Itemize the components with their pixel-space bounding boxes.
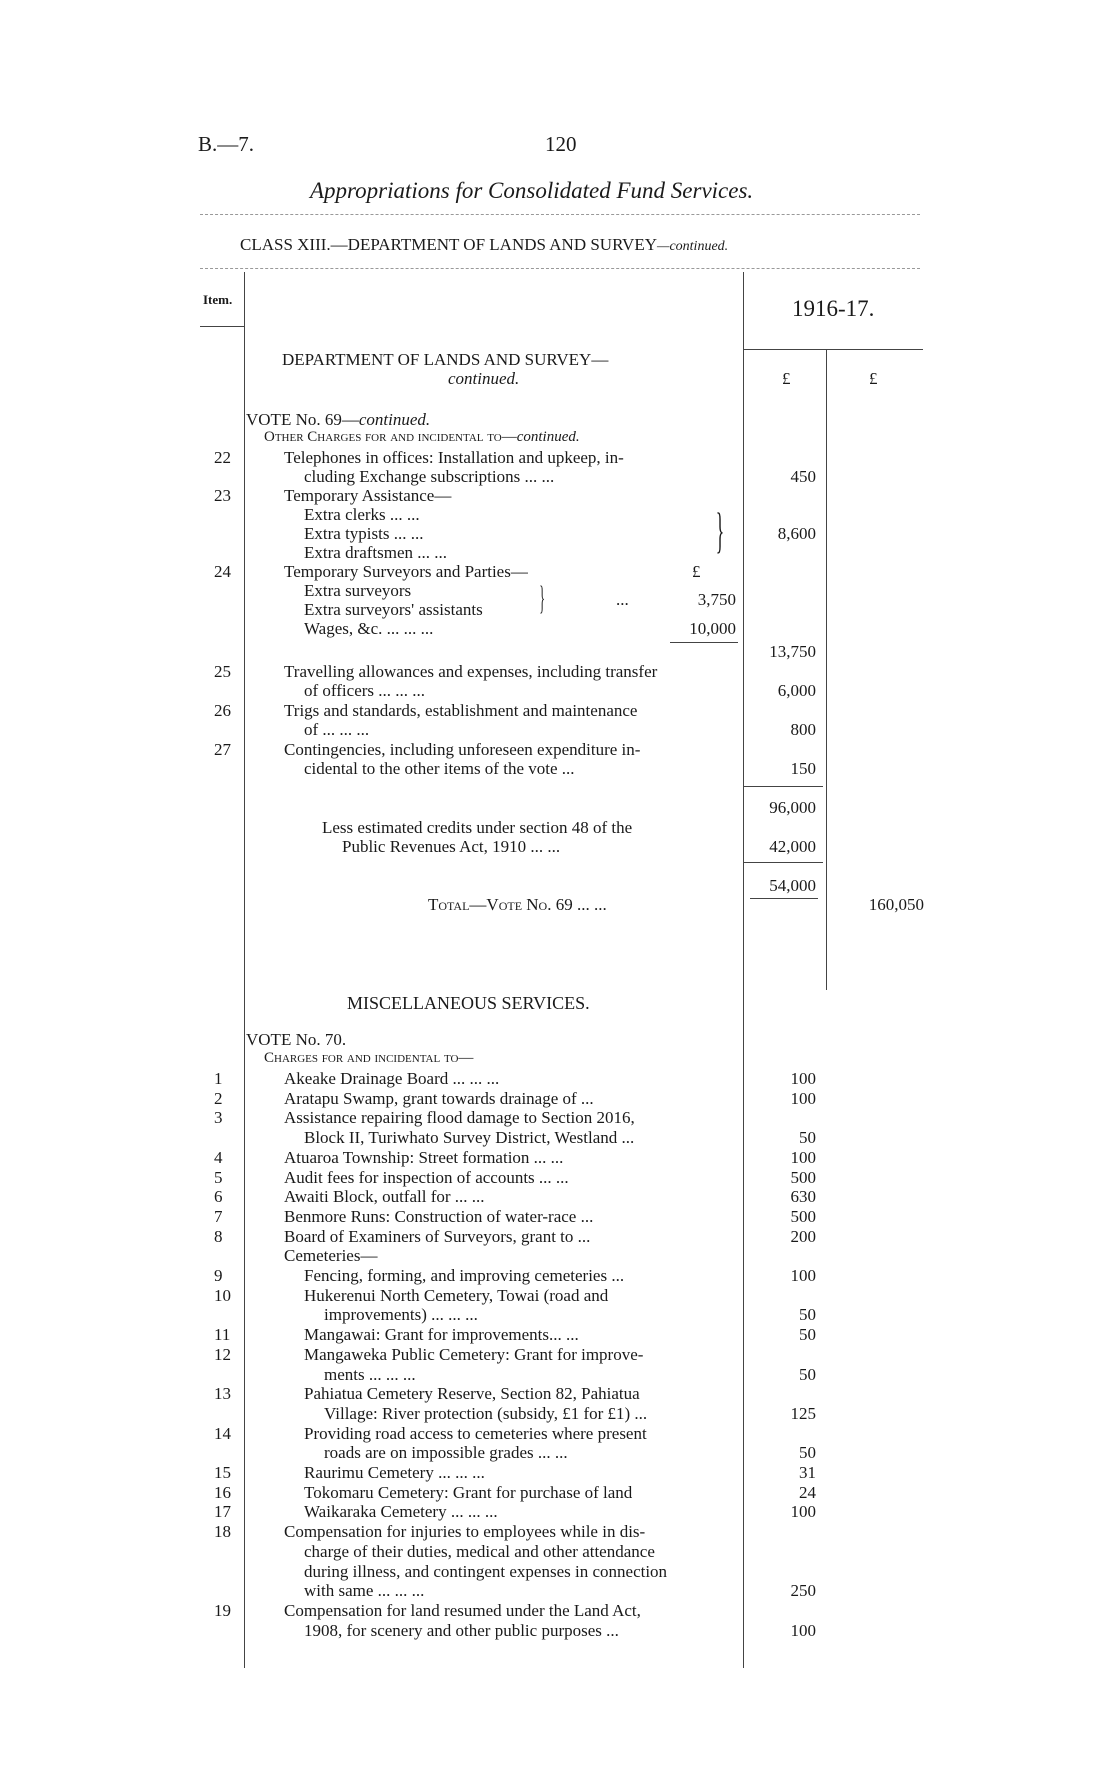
amount: 100 (790, 1069, 816, 1088)
currency-col2: £ (869, 369, 878, 388)
item-number: 24 (214, 562, 231, 581)
net-rule (743, 862, 823, 863)
item-number: 11 (214, 1325, 231, 1345)
amount: 31 (799, 1463, 816, 1482)
item-header: Item. (203, 292, 233, 307)
amount: 150 (790, 759, 816, 778)
row-text: Contingencies, including unforeseen expenditure in- (284, 740, 641, 759)
amount: 50 (799, 1325, 816, 1345)
amount: 100 (790, 1620, 816, 1640)
section-title-cont: continued. (448, 369, 520, 388)
row-text: Benmore Runs: Construction of water-race ... (284, 1206, 594, 1226)
amount: 500 (790, 1206, 816, 1226)
row-text: Aratapu Swamp, grant towards drainage of ... (284, 1088, 594, 1108)
row-text: Raurimu Cemetery ... ... ... (304, 1463, 485, 1482)
item-number: 6 (214, 1187, 223, 1207)
item-number: 26 (214, 701, 231, 720)
row-text: Hukerenui North Cemetery, Towai (road and (304, 1285, 609, 1305)
vote-heading: VOTE No. 69—continued. (246, 410, 431, 429)
row-text: charge of their duties, medical and other attendance (304, 1541, 655, 1561)
row-text: Audit fees for inspection of accounts ... ... (284, 1167, 569, 1187)
row-text: Extra typists ... ... (304, 524, 424, 543)
row-text: roads are on impossible grades ... ... (324, 1443, 568, 1463)
item-number: 1 (214, 1069, 223, 1088)
item-number: 25 (214, 662, 231, 681)
item-number: 16 (214, 1482, 231, 1502)
amount: 50 (799, 1128, 816, 1148)
amount: 50 (799, 1305, 816, 1325)
rule (200, 214, 920, 215)
item-number: 8 (214, 1226, 223, 1246)
rule (200, 268, 920, 269)
less-line: Public Revenues Act, 1910 ... ... (342, 837, 561, 856)
amount: 250 (790, 1581, 816, 1601)
row-text: Block II, Turiwhato Survey District, Westland ... (304, 1128, 635, 1148)
row-text: Providing road access to cemeteries where present (304, 1423, 647, 1443)
row-text: Extra draftsmen ... ... (304, 543, 448, 562)
item-number: 18 (214, 1522, 231, 1542)
item-number: 19 (214, 1600, 231, 1620)
amount-column-rule (743, 272, 744, 1668)
row-text: Travelling allowances and expenses, including transfer (284, 662, 658, 681)
row-text: Compensation for land resumed under the Land Act, (284, 1600, 641, 1620)
row-text: Extra surveyors' assistants (304, 600, 483, 619)
row-text: ments ... ... ... (324, 1364, 416, 1384)
item-number: 13 (214, 1384, 231, 1404)
amount: 200 (790, 1226, 816, 1246)
less-amount: 42,000 (769, 837, 816, 856)
amount: 24 (799, 1482, 816, 1502)
total-amount: 160,050 (868, 895, 924, 914)
item-number: 15 (214, 1463, 231, 1482)
amount: 125 (790, 1403, 816, 1423)
row-text: Akeake Drainage Board ... ... ... (284, 1069, 500, 1088)
class-heading: CLASS XIII.—DEPARTMENT OF LANDS AND SURVEY—continued. (240, 235, 729, 254)
item-number: 3 (214, 1108, 223, 1128)
row-text: cluding Exchange subscriptions ... ... (304, 467, 555, 486)
item-number: 27 (214, 740, 231, 759)
row-text: cidental to the other items of the vote ... (304, 759, 575, 778)
row-text: Awaiti Block, outfall for ... ... (284, 1187, 485, 1207)
row-text: Compensation for injuries to employees while in dis- (284, 1522, 646, 1542)
vote-heading: VOTE No. 70. (246, 1030, 347, 1049)
amount: 100 (790, 1266, 816, 1285)
section-title: MISCELLANEOUS SERVICES. (347, 993, 590, 1013)
row-text: 1908, for scenery and other public purposes ... (304, 1620, 619, 1640)
row-text: Extra clerks ... ... (304, 505, 420, 524)
amount: 500 (790, 1167, 816, 1187)
row-text: Atuaroa Township: Street formation ... ... (284, 1147, 564, 1167)
sum-rule (670, 642, 738, 643)
row-text: of ... ... ... (304, 720, 370, 739)
item-number: 4 (214, 1147, 223, 1167)
amount: 630 (790, 1187, 816, 1207)
sub-heading: Charges for and incidental to— (264, 1050, 474, 1066)
total-column-rule (826, 350, 827, 990)
row-text: Wages, &c. ... ... ... (304, 619, 434, 638)
item-number: 10 (214, 1285, 231, 1305)
row-text: improvements) ... ... ... (324, 1305, 478, 1325)
item-number: 12 (214, 1344, 231, 1364)
total-label: Total—Vote No. 69 ... ... (428, 895, 607, 914)
leader-dots: ... (616, 590, 629, 609)
item-number: 5 (214, 1167, 223, 1187)
less-line: Less estimated credits under section 48 of the (322, 818, 633, 837)
row-text: Mangaweka Public Cemetery: Grant for improve- (304, 1344, 644, 1364)
row-text: Fencing, forming, and improving cemeteries ... (304, 1266, 625, 1285)
amount: 50 (799, 1443, 816, 1463)
sub-amount: 3,750 (697, 590, 736, 609)
amount: 6,000 (777, 681, 816, 700)
item-number: 7 (214, 1206, 223, 1226)
row-text: during illness, and contingent expenses in connection (304, 1561, 668, 1581)
row-text: Temporary Assistance— (284, 486, 452, 505)
row-text: Pahiatua Cemetery Reserve, Section 82, Pahiatua (304, 1384, 640, 1404)
item-header-rule (200, 326, 244, 327)
amount: 450 (790, 467, 816, 486)
row-text: Assistance repairing flood damage to Section 2016, (284, 1108, 635, 1128)
row-text: Village: River protection (subsidy, £1 for £1) ... (324, 1403, 648, 1423)
row-text: Temporary Surveyors and Parties— (284, 562, 528, 581)
row-text: Trigs and standards, establishment and maintenance (284, 701, 638, 720)
brace: } (539, 580, 546, 617)
amount: 800 (790, 720, 816, 739)
item-column-rule (244, 272, 245, 1668)
row-text: Tokomaru Cemetery: Grant for purchase of land (304, 1482, 633, 1502)
net-rule (750, 898, 818, 899)
row-text: Cemeteries— (284, 1246, 378, 1266)
amount: 100 (790, 1088, 816, 1108)
page-code: B.—7. (198, 132, 255, 156)
row-text: Board of Examiners of Surveyors, grant to ... (284, 1226, 591, 1246)
amount: 8,600 (777, 524, 816, 543)
amount: 50 (799, 1364, 816, 1384)
row-text: Waikaraka Cemetery ... ... ... (304, 1502, 498, 1522)
amount: 100 (790, 1502, 816, 1522)
item-number: 2 (214, 1088, 223, 1108)
subtotal: 96,000 (769, 798, 816, 817)
item-number: 23 (214, 486, 231, 505)
page-title: Appropriations for Consolidated Fund Services. (310, 178, 754, 203)
row-text: of officers ... ... ... (304, 681, 426, 700)
net-amount: 54,000 (769, 876, 816, 895)
amount: 100 (790, 1147, 816, 1167)
page-number: 120 (545, 132, 577, 156)
sub-currency: £ (692, 562, 701, 581)
section-title: DEPARTMENT OF LANDS AND SURVEY— (282, 350, 609, 369)
year-header: 1916-17. (792, 296, 875, 321)
item-number: 14 (214, 1423, 231, 1443)
item-number: 22 (214, 448, 231, 467)
currency-col1: £ (782, 369, 791, 388)
item-number: 17 (214, 1502, 231, 1522)
amount: 13,750 (769, 642, 816, 661)
subtotal-rule (743, 786, 823, 787)
row-text: Extra surveyors (304, 581, 412, 600)
brace: } (715, 502, 725, 558)
item-number: 9 (214, 1266, 223, 1285)
row-text: with same ... ... ... (304, 1581, 425, 1601)
sub-amount: 10,000 (689, 619, 736, 638)
row-text: Telephones in offices: Installation and upkeep, in- (284, 448, 624, 467)
sub-heading: Other Charges for and incidental to—continued. (264, 429, 580, 445)
year-rule (743, 349, 923, 350)
row-text: Mangawai: Grant for improvements... ... (304, 1325, 579, 1345)
